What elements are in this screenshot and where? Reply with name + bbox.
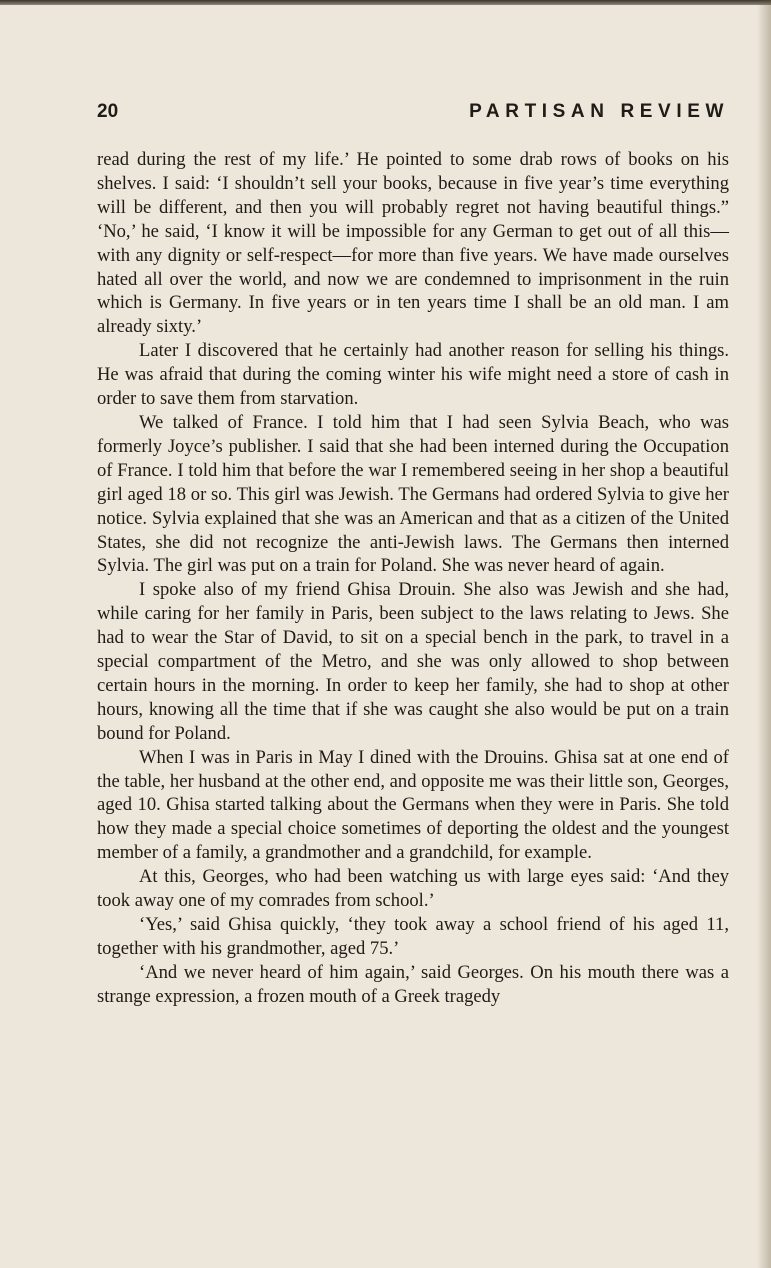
paragraph: We talked of France. I told him that I had seen Sylvia Beach, who was formerly Joyce’s publisher. I said that she had been interned during the Occupation of France. I told him that before the war I remembered seeing in her shop a beautiful girl aged 18 or so. This girl was Jewish. The Germans had ordered Sylvia to give her notice. Sylvia explained that she was an American and that as a citizen of the United States, she did not recognize the anti-Jewish laws. The Germans then interned Sylvia. The girl was put on a train for Poland. She was never heard of again.	[97, 411, 729, 577]
paragraph: At this, Georges, who had been watching us with large eyes said: ‘And they took away one of my comrades from school.’	[97, 866, 729, 912]
running-title: PARTISAN REVIEW	[469, 101, 729, 122]
page-number: 20	[97, 101, 119, 122]
paragraph: ‘Yes,’ said Ghisa quickly, ‘they took away a school friend of his aged 11, together with his grandmother, aged 75.’	[97, 914, 729, 959]
paragraph: Later I discovered that he certainly had another reason for selling his things. He was afraid that during the coming winter his wife might need a store of cash in order to save them from starvation.	[97, 340, 729, 410]
paragraph: ‘And we never heard of him again,’ said Georges. On his mouth there was a strange expression, a frozen mouth of a Greek tragedy	[97, 961, 729, 1007]
page-spine-shadow	[757, 0, 771, 1268]
page-top-edge	[0, 0, 771, 5]
paragraph: read during the rest of my life.’ He pointed to some drab rows of books on his shelves. I said: ‘I shouldn’t sell your books, because in five year’s time everything will be different, and then you will probably regret not having beautiful things.” ‘No,’ he said, ‘I know it will be impossible for any German to get out of all this—with any dignity or self-respect—for more than five years. We have made ourselves hated all over the world, and now we are condemned to imprisonment in the ruin which is Germany. In five years or in ten years time I shall be an old man. I am already sixty.’	[97, 149, 729, 338]
article-body	[97, 148, 729, 1009]
running-header	[97, 101, 729, 129]
paragraph: When I was in Paris in May I dined with the Drouins. Ghisa sat at one end of the table, her husband at the other end, and opposite me was their little son, Georges, aged 10. Ghisa started talking about the Germans when they were in Paris. She told how they made a special choice sometimes of deporting the oldest and the youngest member of a family, a grandmother and a grandchild, for example.	[97, 746, 729, 864]
paragraph: I spoke also of my friend Ghisa Drouin. She also was Jewish and she had, while caring for her family in Paris, been subject to the laws relating to Jews. She had to wear the Star of David, to sit on a special bench in the park, to travel in a special compartment of the Metro, and she was only allowed to shop between certain hours in the morning. In order to keep her family, she had to shop at other hours, knowing all the time that if she was caught she also would be put on a train bound for Poland.	[97, 579, 729, 744]
